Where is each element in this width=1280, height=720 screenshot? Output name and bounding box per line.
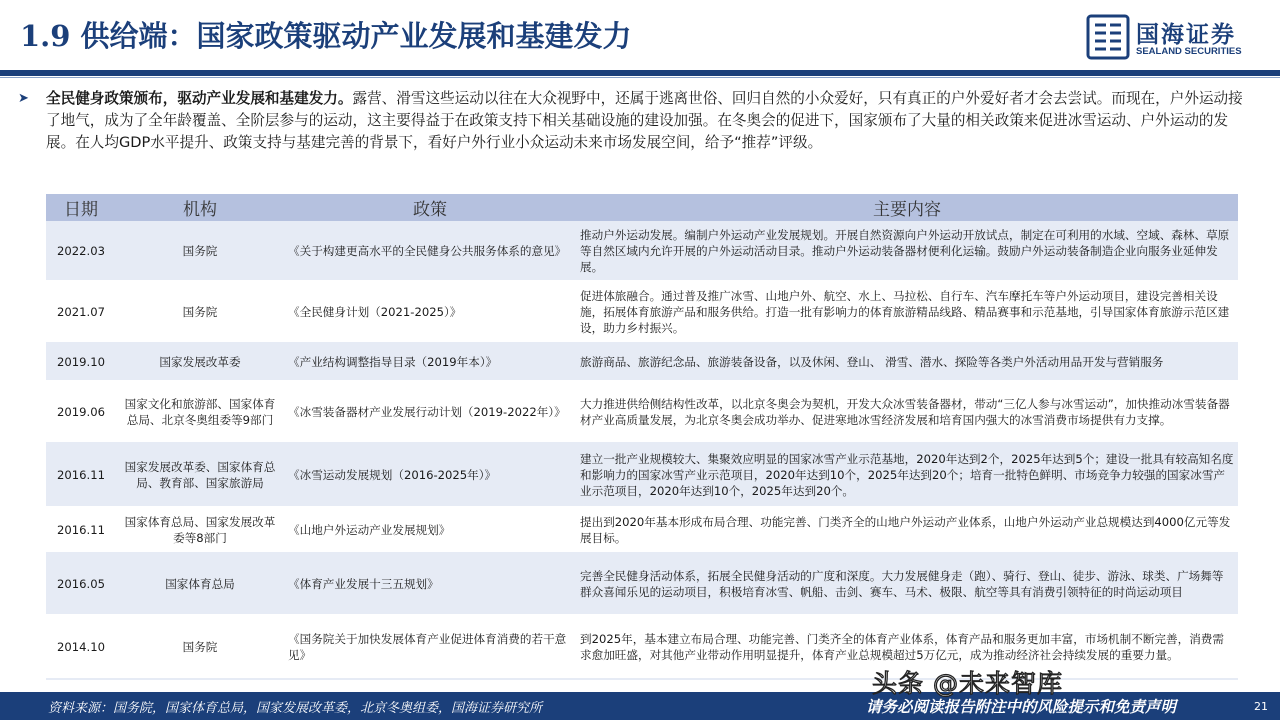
cell-date: 2019.10	[46, 343, 116, 381]
cell-content: 完善全民健身活动体系，拓展全民健身活动的广度和深度。大力发展健身走（跑）、骑行、登山、徒步、游泳、球类、广场舞等群众喜闻乐见的运动项目，积极培育冰雪、帆船、击剑、赛车、马术、极限、航空等具有消费引领特征的时尚运动项目	[576, 553, 1238, 615]
page-title: 1.9 供给端：国家政策驱动产业发展和基建发力	[20, 19, 632, 53]
cell-policy: 《冰雪装备器材产业发展行动计划（2019-2022年）》	[284, 381, 576, 443]
cell-date: 2014.10	[46, 615, 116, 679]
cell-content: 旅游商品、旅游纪念品、旅游装备设备，以及休闲、登山、 滑雪、潜水、探险等各类户外活动用品开发与营销服务	[576, 343, 1238, 381]
cell-date: 2019.06	[46, 381, 116, 443]
policy-table	[46, 194, 1238, 680]
summary-text	[46, 88, 1248, 154]
cell-policy: 《体育产业发展十三五规划》	[284, 553, 576, 615]
table-row	[46, 507, 1238, 553]
summary-body: 露营、滑雪这些运动以往在大众视野中，还属于逃离世俗、回归自然的小众爱好，只有真正的户外爱好者才会去尝试。而现在，户外运动接了地气，成为了全年龄覆盖、全阶层参与的运动，这主要得益于在政策支持下相关基础设施的建设加强。在冬奥会的促进下，国家颁布了大量的相关政策来促进冰雪运动、户外运动的发展。在人均GDP水平提升、政策支持与基建完善的背景下，看好户外行业小众运动未来市场发展空间，给予“推荐”评级。	[46, 90, 1243, 151]
cell-org: 国务院	[116, 221, 284, 281]
cell-content: 大力推进供给侧结构性改革，以北京冬奥会为契机，开发大众冰雪装备器材，带动“三亿人参与冰雪运动”，加快推动冰雪装备器材产业高质量发展，为北京冬奥会成功举办、促进寒地冰雪经济发展和培育国内强大的冰雪消费市场提供有力支撑。	[576, 381, 1238, 443]
table-row	[46, 443, 1238, 507]
cell-policy: 《产业结构调整指导目录（2019年本）》	[284, 343, 576, 381]
cell-date: 2016.11	[46, 443, 116, 507]
company-logo	[1086, 14, 1266, 64]
cell-policy: 《国务院关于加快发展体育产业促进体育消费的若干意见》	[284, 615, 576, 679]
table-row	[46, 343, 1238, 381]
source-note: 资料来源：国务院，国家体育总局，国家发展改革委，北京冬奥组委，国海证券研究所	[48, 701, 543, 716]
header-divider	[0, 70, 1280, 76]
sealand-logo-icon	[1086, 14, 1130, 60]
column-header-content: 主要内容	[576, 194, 1238, 221]
cell-content: 提出到2020年基本形成布局合理、功能完善、门类齐全的山地户外运动产业体系，山地户外运动产业总规模达到4000亿元等发展目标。	[576, 507, 1238, 553]
cell-org: 国家发展改革委	[116, 343, 284, 381]
table-row	[46, 281, 1238, 343]
cell-policy: 《山地户外运动产业发展规划》	[284, 507, 576, 553]
summary-lead: 全民健身政策颁布，驱动产业发展和基建发力。	[46, 90, 353, 107]
cell-policy: 《关于构建更高水平的全民健身公共服务体系的意见》	[284, 221, 576, 281]
cell-date: 2016.05	[46, 553, 116, 615]
cell-content: 建立一批产业规模较大、集聚效应明显的国家冰雪产业示范基地，2020年达到2个，2025年达到5个；建设一批具有较高知名度和影响力的国家冰雪产业示范项目，2020年达到10个，2025年达到20个；培育一批特色鲜明、市场竞争力较强的国家冰雪产业示范项目，2020年达到10个，2025年达到20个。	[576, 443, 1238, 507]
page-number: 21	[1254, 700, 1268, 713]
column-header-date: 日期	[46, 194, 116, 221]
cell-org: 国家发展改革委、国家体育总局、教育部、国家旅游局	[116, 443, 284, 507]
cell-date: 2016.11	[46, 507, 116, 553]
cell-content: 推动户外运动发展。编制户外运动产业发展规划。开展自然资源向户外运动开放试点，制定在可利用的水域、空域、森林、草原等自然区域内允许开展的户外运动活动目录。推动户外运动装备器材便利化运输。鼓励户外运动装备制造企业向服务业延伸发展。	[576, 221, 1238, 281]
cell-date: 2021.07	[46, 281, 116, 343]
cell-org: 国家体育总局	[116, 553, 284, 615]
header-divider-thin	[0, 77, 1280, 78]
logo-chinese-name: 国海证券	[1136, 22, 1236, 48]
column-header-policy: 政策	[284, 194, 576, 221]
watermark: 头条 @未来智库	[872, 669, 1063, 698]
cell-org: 国务院	[116, 615, 284, 679]
column-header-org: 机构	[116, 194, 284, 221]
cell-content: 促进体旅融合。通过普及推广冰雪、山地户外、航空、水上、马拉松、自行车、汽车摩托车等户外运动项目，建设完善相关设施，拓展体育旅游产品和服务供给。打造一批有影响力的体育旅游精品线路、精品赛事和示范基地，引导国家体育旅游示范区建设，助力乡村振兴。	[576, 281, 1238, 343]
table-row	[46, 221, 1238, 281]
table-header-row	[46, 194, 1238, 221]
cell-date: 2022.03	[46, 221, 116, 281]
cell-policy: 《全民健身计划（2021-2025）》	[284, 281, 576, 343]
cell-org: 国务院	[116, 281, 284, 343]
table-row	[46, 553, 1238, 615]
summary-paragraph	[18, 88, 1248, 154]
cell-policy: 《冰雪运动发展规划（2016-2025年）》	[284, 443, 576, 507]
cell-org: 国家文化和旅游部、国家体育总局、北京冬奥组委等9部门	[116, 381, 284, 443]
arrow-bullet-icon: ➤	[18, 91, 29, 106]
disclaimer-link[interactable]: 请务必阅读报告附注中的风险提示和免责声明	[866, 698, 1177, 716]
page-header	[0, 0, 1280, 76]
cell-org: 国家体育总局、国家发展改革委等8部门	[116, 507, 284, 553]
cell-content: 到2025年，基本建立布局合理、功能完善、门类齐全的体育产业体系，体育产品和服务更加丰富，市场机制不断完善，消费需求愈加旺盛，对其他产业带动作用明显提升，体育产业总规模超过5万亿元，成为推动经济社会持续发展的重要力量。	[576, 615, 1238, 679]
table-row	[46, 381, 1238, 443]
logo-english-name: SEALAND SECURITIES	[1136, 46, 1242, 57]
